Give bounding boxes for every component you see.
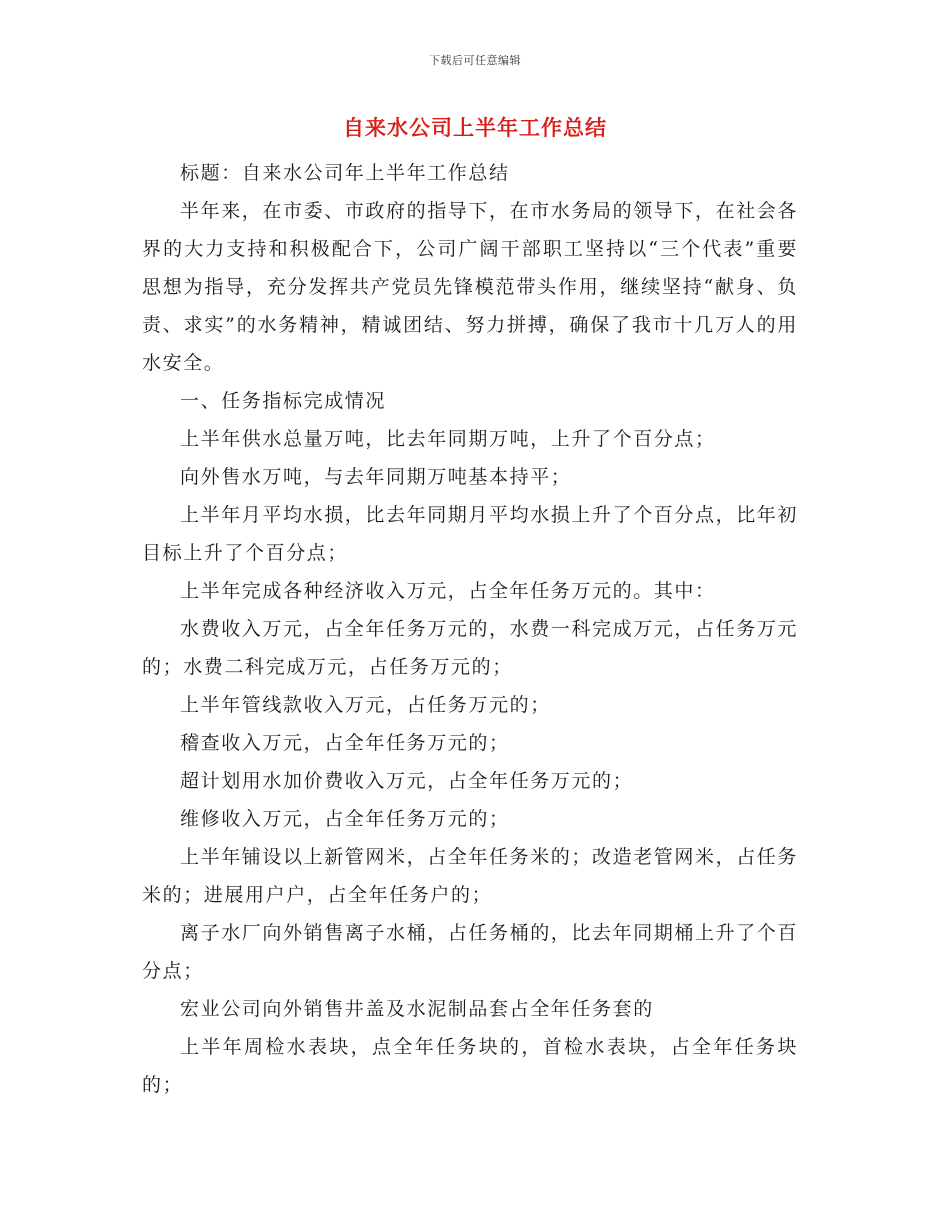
document-title: 自来水公司上半年工作总结 [343,116,607,140]
page-header-note: 下载后可任意编辑 [429,54,521,67]
paragraph-intro: 半年来，在市委、市政府的指导下，在市水务局的领导下，在社会各界的大力支持和积极配合下，公司广阔干部职工坚持以“三个代表”重要思想为指导，充分发挥共产党员先锋模范带头作用，继续坚持“献身、负责、求实”的水务精神，精诚团结、努力拼搏，确保了我市十几万人的用水安全。 [142,200,799,374]
paragraph-water-sales: 向外售水万吨，与去年同期万吨基本持平； [180,466,572,488]
document-body [142,154,798,1104]
paragraph-pipeline-income: 上半年管线款收入万元，占任务万元的； [180,694,551,716]
section-heading-1: 一、任务指标完成情况 [180,390,387,412]
paragraph-water-supply: 上半年供水总量万吨，比去年同期万吨，上升了个百分点； [180,428,716,450]
paragraph-water-loss: 上半年月平均水损，比去年同期月平均水损上升了个百分点，比年初目标上升了个百分点； [142,504,799,564]
paragraph-repair-income: 维修收入万元，占全年任务万元的； [180,808,510,830]
paragraph-subject: 标题：自来水公司年上半年工作总结 [180,162,510,184]
paragraph-economic-income: 上半年完成各种经济收入万元，占全年任务万元的。其中： [180,580,716,602]
paragraph-surcharge-income: 超计划用水加价费收入万元，占全年任务万元的； [180,770,634,792]
paragraph-meter-inspection: 上半年周检水表块，点全年任务块的，首检水表块，占全年任务块的； [142,1036,798,1096]
paragraph-pipe-network: 上半年铺设以上新管网米，占全年任务米的；改造老管网米，占任务米的；进展用户户，占全年任务户的； [142,846,799,906]
paragraph-ion-water: 离子水厂向外销售离子水桶，占任务桶的，比去年同期桶上升了个百分点； [142,922,799,982]
paragraph-hongye-sales: 宏业公司向外销售井盖及水泥制品套占全年任务套的 [180,998,654,1020]
paragraph-inspection-income: 稽查收入万元，占全年任务万元的； [180,732,510,754]
paragraph-water-fee-income: 水费收入万元，占全年任务万元的，水费一科完成万元，占任务万元的；水费二科完成万元，占任务万元的； [142,618,799,678]
